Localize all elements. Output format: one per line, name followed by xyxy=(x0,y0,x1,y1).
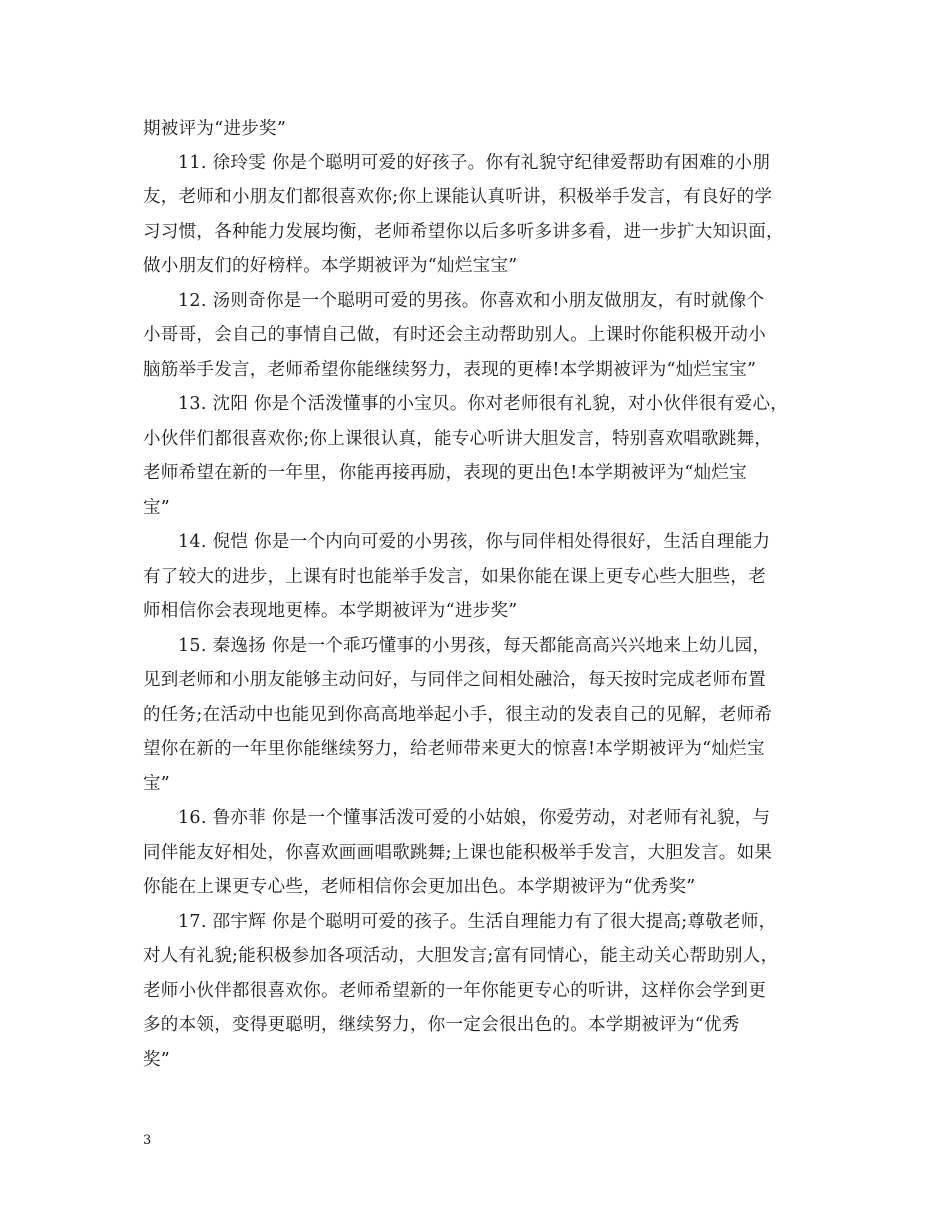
text-line: 多的本领，变得更聪明，继续努力，你一定会很出色的。本学期被评为“优秀 xyxy=(143,1015,740,1035)
text-line: 对人有礼貌;能积极参加各项活动，大胆发言;富有同情心，能主动关心帮助别人， xyxy=(143,946,779,966)
text-line: 宝” xyxy=(143,498,171,518)
text-line: 习习惯，各种能力发展均衡，老师希望你以后多听多讲多看，进一步扩大知识面， xyxy=(143,222,784,242)
comment-13-start: 13. 沈阳 你是个活泼懂事的小宝贝。你对老师很有礼貌，对小伙伴很有爱心， xyxy=(178,394,789,414)
page-number: 3 xyxy=(143,1133,152,1148)
text-line: 你能在上课更专心些，老师相信你会更加出色。本学期被评为“优秀奖” xyxy=(143,877,696,897)
text-line: 宝” xyxy=(143,774,171,794)
comment-16-start: 16. 鲁亦菲 你是一个懂事活泼可爱的小姑娘，你爱劳动，对老师有礼貌，与 xyxy=(178,808,771,828)
text-line: 同伴能友好相处，你喜欢画画唱歌跳舞;上课也能积极举手发言，大胆发言。如果 xyxy=(143,843,773,863)
text-line: 老师小伙伴都很喜欢你。老师希望新的一年你能更专心的听讲，这样你会学到更 xyxy=(143,981,766,1001)
text-line: 师相信你会表现地更棒。本学期被评为“进步奖” xyxy=(143,601,518,621)
text-line: 见到老师和小朋友能够主动问好，与同伴之间相处融洽，每天按时完成老师布置 xyxy=(143,670,766,690)
text-line: 的任务;在活动中也能见到你高高地举起小手，很主动的发表自己的见解，老师希 xyxy=(143,705,773,725)
comment-14-start: 14. 倪恺 你是一个内向可爱的小男孩，你与同伴相处得很好，生活自理能力 xyxy=(178,532,771,552)
text-line: 做小朋友们的好榜样。本学期被评为“灿烂宝宝” xyxy=(143,256,518,276)
comment-15-start: 15. 秦逸扬 你是一个乖巧懂事的小男孩，每天都能高高兴兴地来上幼儿园， xyxy=(178,636,771,656)
text-line: 期被评为“进步奖” xyxy=(143,119,287,139)
comment-12-start: 12. 汤则奇你是一个聪明可爱的男孩。你喜欢和小朋友做朋友，有时就像个 xyxy=(178,291,765,311)
text-line: 友，老师和小朋友们都很喜欢你;你上课能认真听讲，积极举手发言，有良好的学 xyxy=(143,187,773,207)
text-line: 脑筋举手发言，老师希望你能继续努力，表现的更棒!本学期被评为“灿烂宝宝” xyxy=(143,360,757,380)
comment-17-start: 17. 邵宇辉 你是个聪明可爱的孩子。生活自理能力有了很大提高;尊敬老师， xyxy=(178,912,777,932)
text-line: 有了较大的进步，上课有时也能举手发言，如果你能在课上更专心些大胆些，老 xyxy=(143,567,766,587)
text-line: 奖” xyxy=(143,1050,171,1070)
text-line: 小哥哥，会自己的事情自己做，有时还会主动帮助别人。上课时你能积极开动小 xyxy=(143,325,766,345)
comment-11-start: 11. 徐玲雯 你是个聪明可爱的好孩子。你有礼貌守纪律爱帮助有困难的小朋 xyxy=(178,153,771,173)
text-line: 小伙伴们都很喜欢你;你上课很认真，能专心听讲大胆发言，特别喜欢唱歌跳舞， xyxy=(143,429,773,449)
text-line: 望你在新的一年里你能继续努力，给老师带来更大的惊喜!本学期被评为“灿烂宝 xyxy=(143,739,765,759)
text-line: 老师希望在新的一年里，你能再接再励，表现的更出色!本学期被评为“灿烂宝 xyxy=(143,463,747,483)
